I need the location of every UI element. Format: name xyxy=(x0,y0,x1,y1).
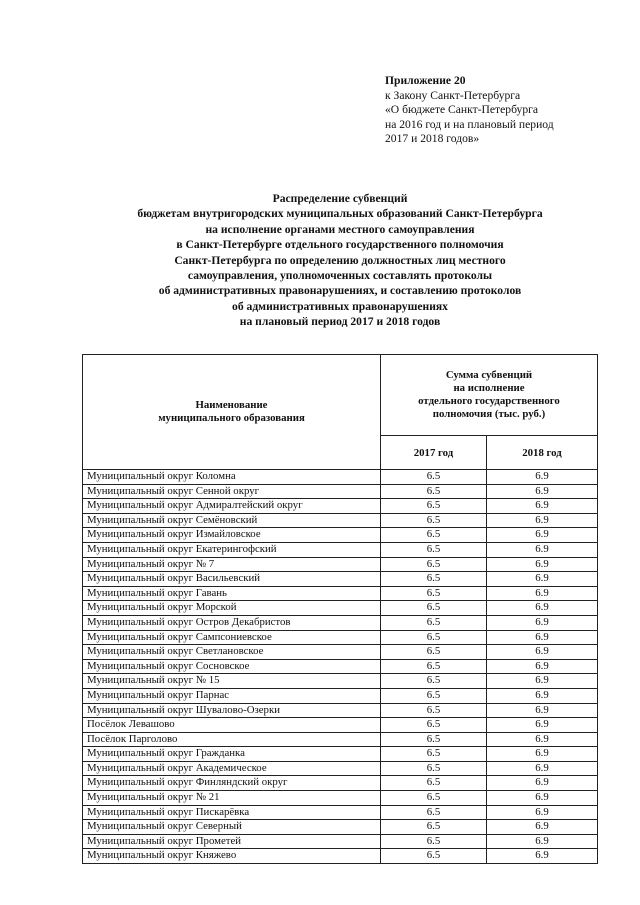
header-sum-line: полномочия (тыс. руб.) xyxy=(432,408,546,420)
value-2017: 6.5 xyxy=(381,528,487,543)
table-row xyxy=(83,542,598,557)
table-row xyxy=(83,747,598,762)
value-2018: 6.9 xyxy=(487,528,598,543)
table-row xyxy=(83,557,598,572)
value-2017: 6.5 xyxy=(381,499,487,514)
title-line: самоуправления, уполномоченных составлять протоколы xyxy=(187,269,493,283)
municipality-name: Муниципальный округ Шувалово-Озерки xyxy=(83,703,381,718)
municipality-name: Муниципальный округ № 7 xyxy=(83,557,381,572)
value-2017: 6.5 xyxy=(381,586,487,601)
value-2018: 6.9 xyxy=(487,484,598,499)
value-2017: 6.5 xyxy=(381,484,487,499)
value-2018: 6.9 xyxy=(487,791,598,806)
value-2017: 6.5 xyxy=(381,645,487,660)
subvention-table xyxy=(82,354,598,864)
table-row xyxy=(83,630,598,645)
value-2017: 6.5 xyxy=(381,630,487,645)
value-2018: 6.9 xyxy=(487,630,598,645)
title-line: об административных правонарушениях xyxy=(232,299,448,313)
table-row xyxy=(83,572,598,587)
value-2018: 6.9 xyxy=(487,703,598,718)
appendix-line: на 2016 год и на плановый период xyxy=(385,117,554,131)
value-2018: 6.9 xyxy=(487,834,598,849)
value-2017: 6.5 xyxy=(381,820,487,835)
value-2018: 6.9 xyxy=(487,542,598,557)
municipality-name: Муниципальный округ Васильевский xyxy=(83,572,381,587)
value-2018: 6.9 xyxy=(487,470,598,485)
header-year-2018: 2018 год xyxy=(487,436,598,470)
municipality-name: Посёлок Левашово xyxy=(83,718,381,733)
municipality-name: Муниципальный округ Гражданка xyxy=(83,747,381,762)
table-row xyxy=(83,732,598,747)
value-2018: 6.9 xyxy=(487,499,598,514)
value-2017: 6.5 xyxy=(381,834,487,849)
value-2018: 6.9 xyxy=(487,747,598,762)
title-line: об административных правонарушениях, и составлению протоколов xyxy=(158,284,522,298)
value-2017: 6.5 xyxy=(381,761,487,776)
table-row xyxy=(83,718,598,733)
municipality-name: Муниципальный округ Коломна xyxy=(83,470,381,485)
municipality-name: Муниципальный округ Прометей xyxy=(83,834,381,849)
municipality-name: Муниципальный округ Семёновский xyxy=(83,513,381,528)
table-body xyxy=(83,470,598,864)
value-2018: 6.9 xyxy=(487,513,598,528)
municipality-name: Муниципальный округ Гавань xyxy=(83,586,381,601)
table-row xyxy=(83,688,598,703)
value-2018: 6.9 xyxy=(487,572,598,587)
municipality-name: Муниципальный округ Адмиралтейский округ xyxy=(83,499,381,514)
municipality-name: Муниципальный округ Финляндский округ xyxy=(83,776,381,791)
table-row xyxy=(83,820,598,835)
appendix-line: «О бюджете Санкт-Петербурга xyxy=(385,103,539,117)
value-2018: 6.9 xyxy=(487,645,598,660)
document-title xyxy=(60,191,620,330)
title-line: на исполнение органами местного самоуправления xyxy=(205,222,475,236)
value-2017: 6.5 xyxy=(381,659,487,674)
municipality-name: Муниципальный округ Екатерингофский xyxy=(83,542,381,557)
value-2017: 6.5 xyxy=(381,776,487,791)
municipality-name: Муниципальный округ Академическое xyxy=(83,761,381,776)
municipality-name: Муниципальный округ Светлановское xyxy=(83,645,381,660)
municipality-name: Муниципальный округ Морской xyxy=(83,601,381,616)
table-row xyxy=(83,586,598,601)
value-2017: 6.5 xyxy=(381,601,487,616)
value-2017: 6.5 xyxy=(381,732,487,747)
header-sum-line: отдельного государственного xyxy=(418,395,560,407)
appendix-block xyxy=(385,74,625,147)
header-name-line: муниципального образования xyxy=(158,412,305,424)
header-sum-line: Сумма субвенций xyxy=(445,369,533,381)
title-line: бюджетам внутригородских муниципальных образований Санкт-Петербурга xyxy=(137,207,543,221)
value-2018: 6.9 xyxy=(487,761,598,776)
value-2017: 6.5 xyxy=(381,513,487,528)
value-2017: 6.5 xyxy=(381,674,487,689)
table-row xyxy=(83,674,598,689)
header-sum-line: на исполнение xyxy=(453,382,525,394)
value-2018: 6.9 xyxy=(487,659,598,674)
municipality-name: Муниципальный округ Пискарёвка xyxy=(83,805,381,820)
value-2017: 6.5 xyxy=(381,718,487,733)
table-row xyxy=(83,849,598,864)
appendix-line: к Закону Санкт-Петербурга xyxy=(385,88,521,102)
value-2018: 6.9 xyxy=(487,820,598,835)
header-name-line: Наименование xyxy=(195,399,268,411)
title-line: Распределение субвенций xyxy=(272,192,408,205)
appendix-title: Приложение 20 xyxy=(385,74,466,87)
value-2017: 6.5 xyxy=(381,703,487,718)
table-row xyxy=(83,805,598,820)
table-row xyxy=(83,776,598,791)
municipality-name: Муниципальный округ Парнас xyxy=(83,688,381,703)
value-2018: 6.9 xyxy=(487,718,598,733)
municipality-name: Муниципальный округ Северный xyxy=(83,820,381,835)
value-2017: 6.5 xyxy=(381,747,487,762)
municipality-name: Муниципальный округ Измайловское xyxy=(83,528,381,543)
value-2018: 6.9 xyxy=(487,601,598,616)
value-2017: 6.5 xyxy=(381,470,487,485)
value-2017: 6.5 xyxy=(381,557,487,572)
value-2017: 6.5 xyxy=(381,688,487,703)
appendix-line: 2017 и 2018 годов» xyxy=(385,132,480,146)
header-name xyxy=(83,355,381,470)
table-row xyxy=(83,791,598,806)
municipality-name: Муниципальный округ Сенной округ xyxy=(83,484,381,499)
title-line: на плановый период 2017 и 2018 годов xyxy=(239,315,441,329)
table-row xyxy=(83,615,598,630)
header-year-2017: 2017 год xyxy=(381,436,487,470)
table-row xyxy=(83,645,598,660)
title-line: Санкт-Петербурга по определению должностных лиц местного xyxy=(174,253,506,267)
municipality-name: Муниципальный округ Сосновское xyxy=(83,659,381,674)
municipality-name: Муниципальный округ № 21 xyxy=(83,791,381,806)
municipality-name: Муниципальный округ № 15 xyxy=(83,674,381,689)
table-row xyxy=(83,499,598,514)
table-row xyxy=(83,834,598,849)
table-row xyxy=(83,484,598,499)
municipality-name: Муниципальный округ Сампсониевское xyxy=(83,630,381,645)
value-2018: 6.9 xyxy=(487,688,598,703)
header-sum xyxy=(381,355,598,436)
table-row xyxy=(83,761,598,776)
table-row xyxy=(83,703,598,718)
value-2017: 6.5 xyxy=(381,572,487,587)
value-2017: 6.5 xyxy=(381,791,487,806)
value-2018: 6.9 xyxy=(487,849,598,864)
value-2018: 6.9 xyxy=(487,557,598,572)
table-row xyxy=(83,470,598,485)
municipality-name: Муниципальный округ Остров Декабристов xyxy=(83,615,381,630)
value-2018: 6.9 xyxy=(487,674,598,689)
table-row xyxy=(83,659,598,674)
value-2018: 6.9 xyxy=(487,732,598,747)
title-line: в Санкт-Петербурге отдельного государственного полномочия xyxy=(176,238,504,252)
value-2018: 6.9 xyxy=(487,776,598,791)
value-2017: 6.5 xyxy=(381,849,487,864)
value-2018: 6.9 xyxy=(487,586,598,601)
value-2017: 6.5 xyxy=(381,805,487,820)
municipality-name: Посёлок Парголово xyxy=(83,732,381,747)
value-2017: 6.5 xyxy=(381,542,487,557)
value-2018: 6.9 xyxy=(487,805,598,820)
table-row xyxy=(83,601,598,616)
value-2018: 6.9 xyxy=(487,615,598,630)
municipality-name: Муниципальный округ Княжево xyxy=(83,849,381,864)
table-row xyxy=(83,528,598,543)
value-2017: 6.5 xyxy=(381,615,487,630)
table-row xyxy=(83,513,598,528)
